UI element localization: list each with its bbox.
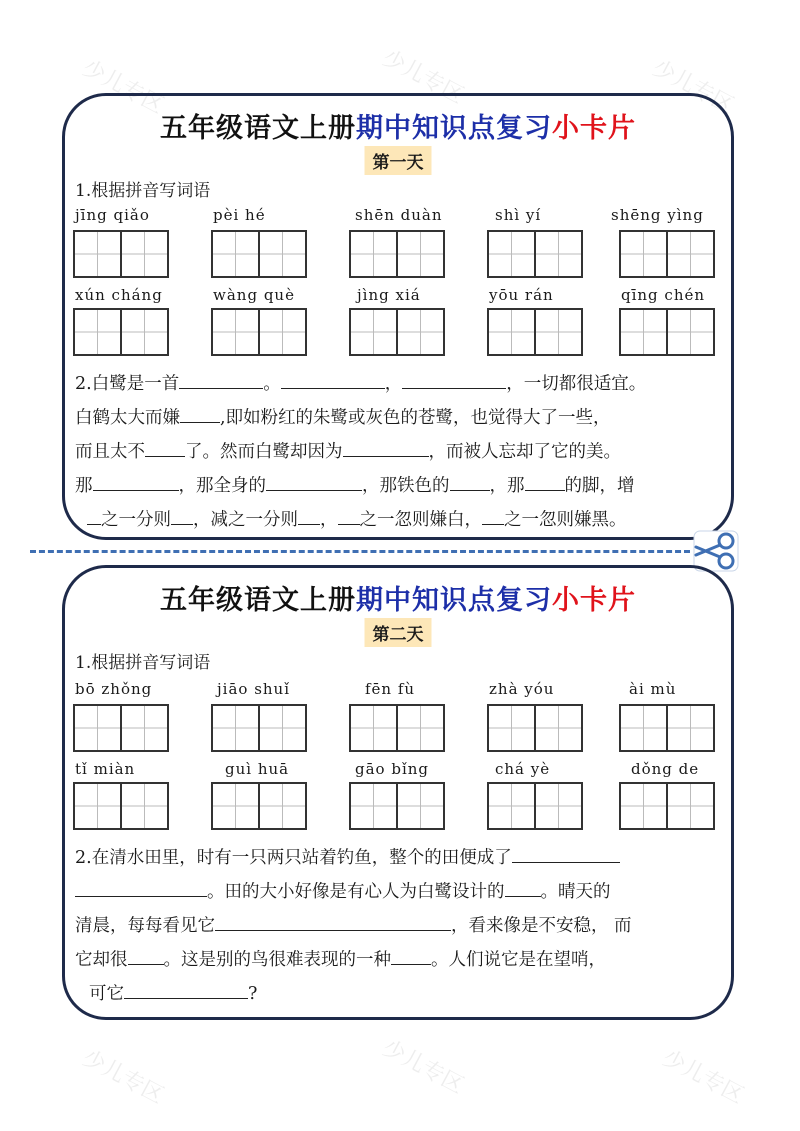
cut-line bbox=[30, 550, 690, 553]
writing-grid[interactable] bbox=[619, 782, 715, 830]
pinyin-label: jiāo shuǐ bbox=[217, 680, 291, 698]
watermark: 少儿专区 bbox=[658, 1045, 748, 1109]
writing-grid[interactable] bbox=[487, 308, 583, 356]
fill-blank[interactable] bbox=[215, 913, 451, 931]
fill-blank[interactable] bbox=[450, 473, 490, 491]
pinyin-label: jìng xiá bbox=[357, 286, 421, 304]
question-1-heading: 1.根据拼音写词语 bbox=[75, 653, 211, 673]
pinyin-label: guì huā bbox=[225, 760, 290, 778]
writing-grid[interactable] bbox=[619, 704, 715, 752]
fill-blank[interactable] bbox=[93, 473, 179, 491]
fill-blank[interactable] bbox=[343, 439, 429, 457]
card-day-one: 五年级语文上册期中知识点复习小卡片 第一天 1.根据拼音写词语 jīng qiǎo pèi hé shēn duàn shì yí shēng yìng xún cháng wàng què jìng xiá yōu rán qīng chén 2.白鹭是一首 。 ， ，一切都很适宜。 白鹤太大而嫌 ,即如粉红的朱鹭或灰色的苍鹭，也觉得大了一些， 而且太不 了。然而白鹭却因为 ，而被人忘却了它的美。 那 ，那全身的 ，那铁色的 ，那 的脚，增 之一分则 ，减之一分则 ， 之一忽则嫌白， 之一忽则嫌黑。 bbox=[62, 93, 734, 540]
watermark: 少儿专区 bbox=[378, 45, 468, 109]
day-label: 第一天 bbox=[365, 146, 432, 175]
fill-blank[interactable] bbox=[298, 507, 320, 525]
fill-blank[interactable] bbox=[87, 507, 101, 525]
card-title: 五年级语文上册期中知识点复习小卡片 bbox=[160, 113, 636, 144]
fill-blank[interactable] bbox=[512, 845, 620, 863]
fill-blank[interactable] bbox=[145, 439, 185, 457]
pinyin-label: yōu rán bbox=[489, 286, 554, 304]
fill-blank[interactable] bbox=[505, 879, 541, 897]
writing-grid[interactable] bbox=[73, 782, 169, 830]
pinyin-label: pèi hé bbox=[213, 206, 266, 224]
writing-grid[interactable] bbox=[487, 704, 583, 752]
day-label: 第二天 bbox=[365, 618, 432, 647]
writing-grid[interactable] bbox=[73, 308, 169, 356]
pinyin-label: fēn fù bbox=[365, 680, 416, 698]
writing-grid[interactable] bbox=[73, 704, 169, 752]
question-1-heading: 1.根据拼音写词语 bbox=[75, 181, 211, 201]
fill-blank[interactable] bbox=[281, 371, 385, 389]
fill-blank[interactable] bbox=[338, 507, 360, 525]
pinyin-label: shēn duàn bbox=[355, 206, 443, 224]
fill-blank[interactable] bbox=[180, 405, 220, 423]
fill-blank[interactable] bbox=[75, 879, 207, 897]
writing-grid[interactable] bbox=[211, 782, 307, 830]
writing-grid[interactable] bbox=[73, 230, 169, 278]
fill-blank[interactable] bbox=[525, 473, 565, 491]
pinyin-label: dǒng de bbox=[631, 760, 700, 778]
pinyin-label: zhà yóu bbox=[489, 680, 555, 698]
pinyin-label: qīng chén bbox=[621, 286, 706, 304]
pinyin-label: bō zhǒng bbox=[75, 680, 153, 698]
pinyin-label: jīng qiǎo bbox=[75, 206, 150, 224]
pinyin-label: xún cháng bbox=[75, 286, 163, 304]
writing-grid[interactable] bbox=[349, 230, 445, 278]
fill-blank[interactable] bbox=[482, 507, 504, 525]
writing-grid[interactable] bbox=[349, 704, 445, 752]
pinyin-label: tǐ miàn bbox=[75, 760, 136, 778]
writing-grid[interactable] bbox=[349, 308, 445, 356]
watermark: 少儿专区 bbox=[378, 1035, 468, 1099]
writing-grid[interactable] bbox=[619, 230, 715, 278]
card-title: 五年级语文上册期中知识点复习小卡片 bbox=[160, 585, 636, 616]
writing-grid[interactable] bbox=[487, 782, 583, 830]
writing-grid[interactable] bbox=[211, 704, 307, 752]
writing-grid[interactable] bbox=[211, 230, 307, 278]
fill-blank[interactable] bbox=[171, 507, 193, 525]
pinyin-label: shēng yìng bbox=[611, 206, 704, 224]
watermark: 少儿专区 bbox=[648, 55, 738, 119]
fill-blank[interactable] bbox=[266, 473, 362, 491]
pinyin-label: shì yí bbox=[495, 206, 542, 224]
fill-blank[interactable] bbox=[124, 981, 248, 999]
writing-grid[interactable] bbox=[619, 308, 715, 356]
fill-blank[interactable] bbox=[179, 371, 263, 389]
watermark: 少儿专区 bbox=[78, 1045, 168, 1109]
writing-grid[interactable] bbox=[211, 308, 307, 356]
fill-blank[interactable] bbox=[402, 371, 506, 389]
card-day-two: 五年级语文上册期中知识点复习小卡片 第二天 1.根据拼音写词语 bō zhǒng jiāo shuǐ fēn fù zhà yóu ài mù tǐ miàn guì huā gāo bǐng chá yè dǒng de 2.在清水田里，时有一只两只站着钓鱼，整个的田便成了 。田的大小好像是有心人为白鹭设计的 。晴天的 清晨，每每看见它 ，看来像是不安稳， 而 它却很 。这是别的鸟很难表现的一种 。人们说它是在望哨， 可它 ? bbox=[62, 565, 734, 1020]
pinyin-label: ài mù bbox=[629, 680, 677, 698]
fill-blank[interactable] bbox=[128, 947, 164, 965]
pinyin-label: chá yè bbox=[495, 760, 551, 778]
fill-blank[interactable] bbox=[391, 947, 431, 965]
writing-grid[interactable] bbox=[349, 782, 445, 830]
pinyin-label: gāo bǐng bbox=[355, 760, 430, 778]
watermark: 少儿专区 bbox=[78, 55, 168, 119]
writing-grid[interactable] bbox=[487, 230, 583, 278]
pinyin-label: wàng què bbox=[213, 286, 295, 304]
